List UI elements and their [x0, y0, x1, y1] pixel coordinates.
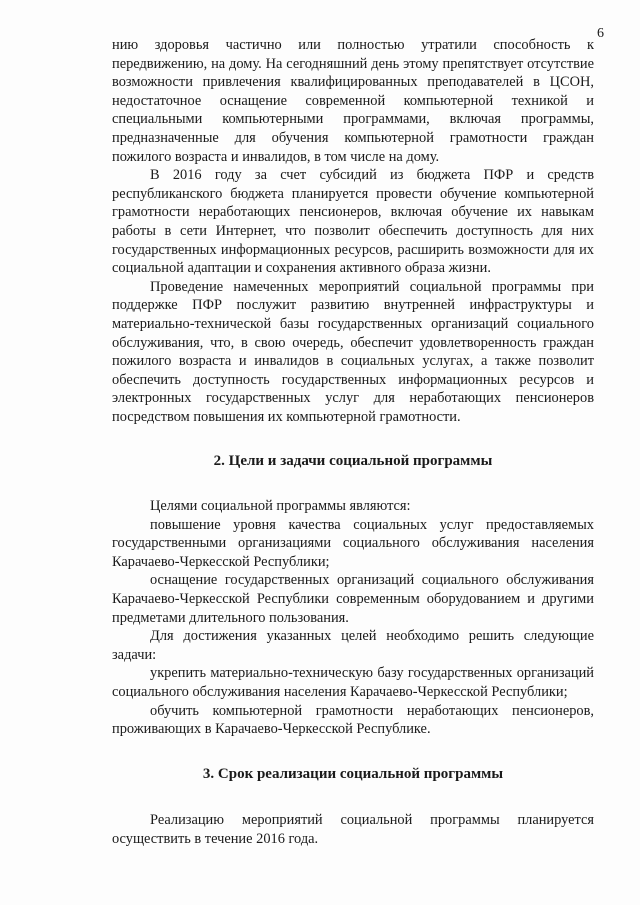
section-3-paragraph: Реализацию мероприятий социальной программы планируется осуществить в течение 2016 года.: [112, 812, 594, 847]
paragraph-continued: нию здоровья частично или полностью утратили способность к передвижению, на дому. На сегодняшний день этому препятствует отсутствие возможности привлечения квалифицированных преподавателей в ЦСОН, недостаточное оснащение современной компьютерной техникой и специальными компьютерными программами, включая программы, предназначенные для обучения компьютерной грамотности граждан пожилого возраста и инвалидов, в том числе на дому.: [112, 37, 594, 165]
section-2-paragraph: укрепить материально-техническую базу государственных организаций социального обслуживания населения Карачаево-Черкесской Республики;: [112, 665, 594, 700]
section-2-heading: 2. Цели и задачи социальной программы: [213, 453, 493, 470]
document-body: [112, 36, 594, 849]
section-2-paragraph: Целями социальной программы являются:: [150, 498, 411, 515]
paragraph-infrastructure: Проведение намеченных мероприятий социальной программы при поддержке ПФР послужит развитию внутренней инфраструктуры и материально-технической базы государственных организаций социального обслуживания, что, в свою очередь, обеспечит удовлетворенность граждан пожилого возраста и инвалидов в социальных услугах, а также позволит обеспечить доступность государственных информационных ресурсов и электронных государственных услуг для неработающих пенсионеров посредством повышения их компьютерной грамотности.: [112, 278, 594, 425]
section-2-paragraph: обучить компьютерной грамотности неработающих пенсионеров, проживающих в Карачаево-Черкесской Республике.: [112, 702, 594, 738]
section-2-paragraph: оснащение государственных организаций социального обслуживания Карачаево-Черкесской Республики современным оборудованием и другими предметами длительного пользования.: [112, 572, 594, 626]
section-3-heading: 3. Срок реализации социальной программы: [202, 765, 504, 782]
page-number: 6: [597, 26, 604, 41]
paragraph-training-2016: В 2016 году за счет субсидий из бюджета ПФР и средств республиканского бюджета планируется провести обучение компьютерной грамотности неработающих пенсионеров, включая обучение их навыкам работы в сети Интернет, что позволит обеспечить доступность для них государственных информационных ресурсов, расширить возможности для их социальной адаптации и сохранения активного образа жизни.: [112, 167, 594, 277]
section-2-paragraph: Для достижения указанных целей необходимо решить следующие задачи:: [112, 628, 594, 663]
section-2-paragraph: повышение уровня качества социальных услуг предоставляемых государственными организациями социального обслуживания населения Карачаево-Черкесской Республики;: [112, 516, 594, 570]
